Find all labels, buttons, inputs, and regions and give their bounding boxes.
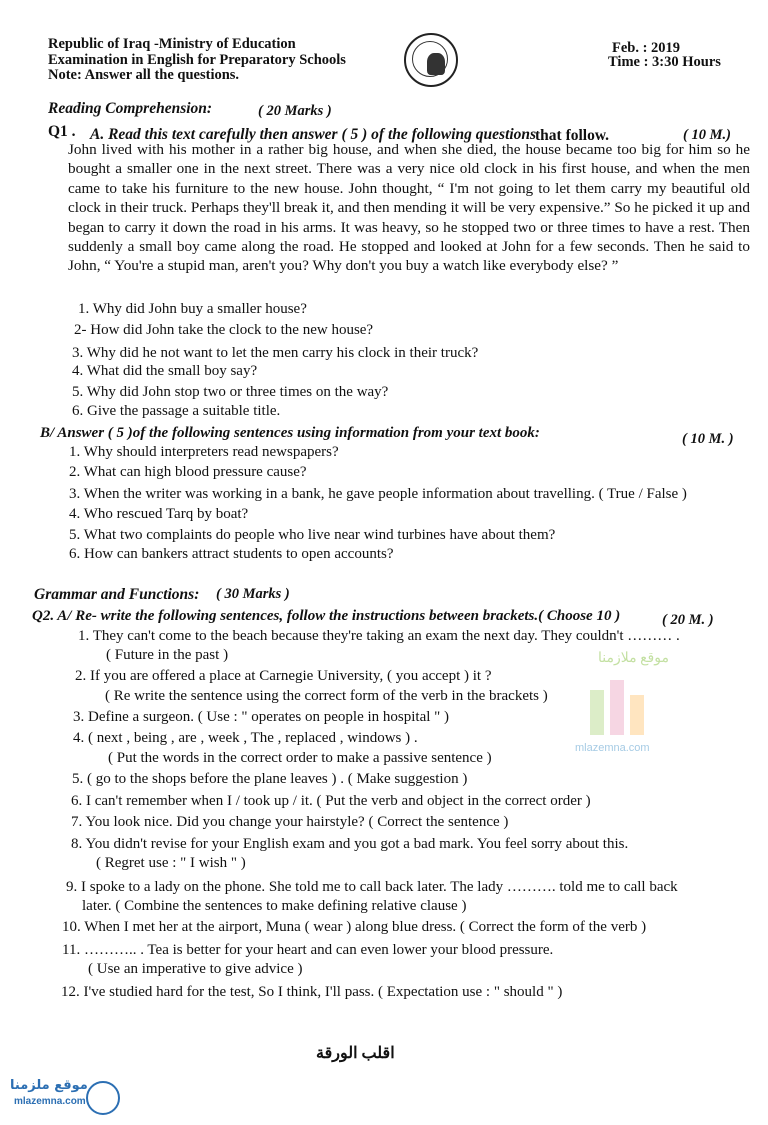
q2-marks: ( 20 M. ): [662, 612, 714, 628]
q1b-question: 5. What two complaints do people who live near wind turbines have about them?: [69, 527, 556, 543]
q2-item-instruction: ( Use an imperative to give advice ): [88, 961, 303, 977]
turn-over-note: اقلب الورقة: [316, 1045, 395, 1062]
q1b-question: 1. Why should interpreters read newspapers?: [69, 444, 339, 460]
q2-item: 7. You look nice. Did you change your hairstyle? ( Correct the sentence ): [71, 814, 509, 830]
q1-marks: ( 10 M.): [683, 127, 731, 143]
q1-question: 1. Why did John buy a smaller house?: [78, 301, 307, 317]
q1-question: 5. Why did John stop two or three times on the way?: [72, 384, 389, 400]
q1-question: 4. What did the small boy say?: [72, 363, 258, 379]
q2-item: 9. I spoke to a lady on the phone. She told me to call back later. The lady ………. told me to call back: [66, 879, 678, 895]
q1-instruction-tail: that follow.: [535, 127, 610, 144]
q1-question: 3. Why did he not want to let the men carry his clock in their truck?: [72, 345, 479, 361]
q2-item-instruction: ( Re write the sentence using the correct form of the verb in the brackets ): [105, 688, 548, 704]
q1b-question: 2. What can high blood pressure cause?: [69, 464, 307, 480]
section-reading-title: Reading Comprehension:: [48, 100, 213, 117]
exam-time: Time : 3:30 Hours: [608, 54, 721, 70]
q2-item: 5. ( go to the shops before the plane leaves ) . ( Make suggestion ): [72, 771, 468, 787]
section-grammar-marks: ( 30 Marks ): [216, 586, 290, 602]
q1-question: 6. Give the passage a suitable title.: [72, 403, 281, 419]
exam-title: Examination in English for Preparatory Schools: [48, 52, 346, 68]
watermark-logo: [580, 660, 660, 750]
q2-item: 10. When I met her at the airport, Muna ( wear ) along blue dress. ( Correct the form of the verb ): [62, 919, 647, 935]
q1b-question: 3. When the writer was working in a bank, he gave people information about travelling. ( True / False ): [69, 486, 687, 502]
reading-passage: John lived with his mother in a rather big house, and when she died, the house became too big for him so he bought a smaller one in the next street. There was a very nice old clock in his first house, and when the men came to take his furniture to the new house. John thought, “ I'm not going to let them carry my beautiful old clock in their truck. Perhaps they'll break it, and then mending it will be very expensive.” So he picked it up and began to carry it down the road in his arms. It was heavy, so he stopped two or three times to have a rest. Then suddenly a small boy came along the road. He stopped and looked at John for a few seconds. Then he said to John, “ You're a stupid man, aren't you? Why don't you buy a watch like everybody else? ”: [68, 141, 750, 275]
exam-date: Feb. : 2019: [612, 40, 681, 56]
q2-instruction: Q2. A/ Re- write the following sentences, follow the instructions between brackets.( Choose 10 ): [32, 608, 621, 624]
watermark-url: mlazemna.com: [575, 742, 650, 754]
section-grammar-title: Grammar and Functions:: [34, 586, 200, 603]
exam-note: Note: Answer all the questions.: [48, 67, 240, 83]
q1b-marks: ( 10 M. ): [682, 431, 734, 447]
q2-item: 8. You didn't revise for your English exam and you got a bad mark. You feel sorry about this.: [71, 836, 629, 852]
q1-instruction: A. Read this text carefully then answer ( 5 ) of the following questions: [90, 126, 537, 143]
ministry-line: Republic of Iraq -Ministry of Education: [48, 36, 296, 52]
q1-label: Q1 .: [48, 123, 76, 140]
q2-item: 12. I've studied hard for the test, So I think, I'll pass. ( Expectation use : " should " ): [61, 984, 563, 1000]
q2-item: 4. ( next , being , are , week , The , replaced , windows ) .: [73, 730, 418, 746]
globe-icon: [86, 1081, 120, 1115]
q1b-instruction: B/ Answer ( 5 )of the following sentences using information from your text book:: [40, 425, 540, 441]
q1b-question: 4. Who rescued Tarq by boat?: [69, 506, 249, 522]
q1-question: 2- How did John take the clock to the new house?: [74, 322, 374, 338]
site-logo-arabic: موقع ملزمنا: [10, 1078, 88, 1093]
q2-item: 1. They can't come to the beach because they're taking an exam the next day. They couldn't ……… .: [78, 628, 680, 644]
q2-item: 3. Define a surgeon. ( Use : " operates on people in hospital " ): [73, 709, 450, 725]
q2-item-instruction: later. ( Combine the sentences to make defining relative clause ): [82, 898, 467, 914]
q2-item-instruction: ( Future in the past ): [106, 647, 229, 663]
q2-item-instruction: ( Regret use : " I wish " ): [96, 855, 246, 871]
q1b-question: 6. How can bankers attract students to open accounts?: [69, 546, 394, 562]
q2-item: 2. If you are offered a place at Carnegie University, ( you accept ) it ?: [75, 668, 492, 684]
q2-item-instruction: ( Put the words in the correct order to make a passive sentence ): [108, 750, 492, 766]
q2-item: 11. ……….. . Tea is better for your heart and can even lower your blood pressure.: [62, 942, 554, 958]
ministry-seal-icon: [404, 33, 458, 87]
site-logo-url: mlazemna.com: [14, 1096, 86, 1107]
q2-item: 6. I can't remember when I / took up / it. ( Put the verb and object in the correct order ): [71, 793, 591, 809]
watermark-arabic: موقع ملازمنا: [598, 651, 669, 666]
section-reading-marks: ( 20 Marks ): [258, 103, 332, 119]
